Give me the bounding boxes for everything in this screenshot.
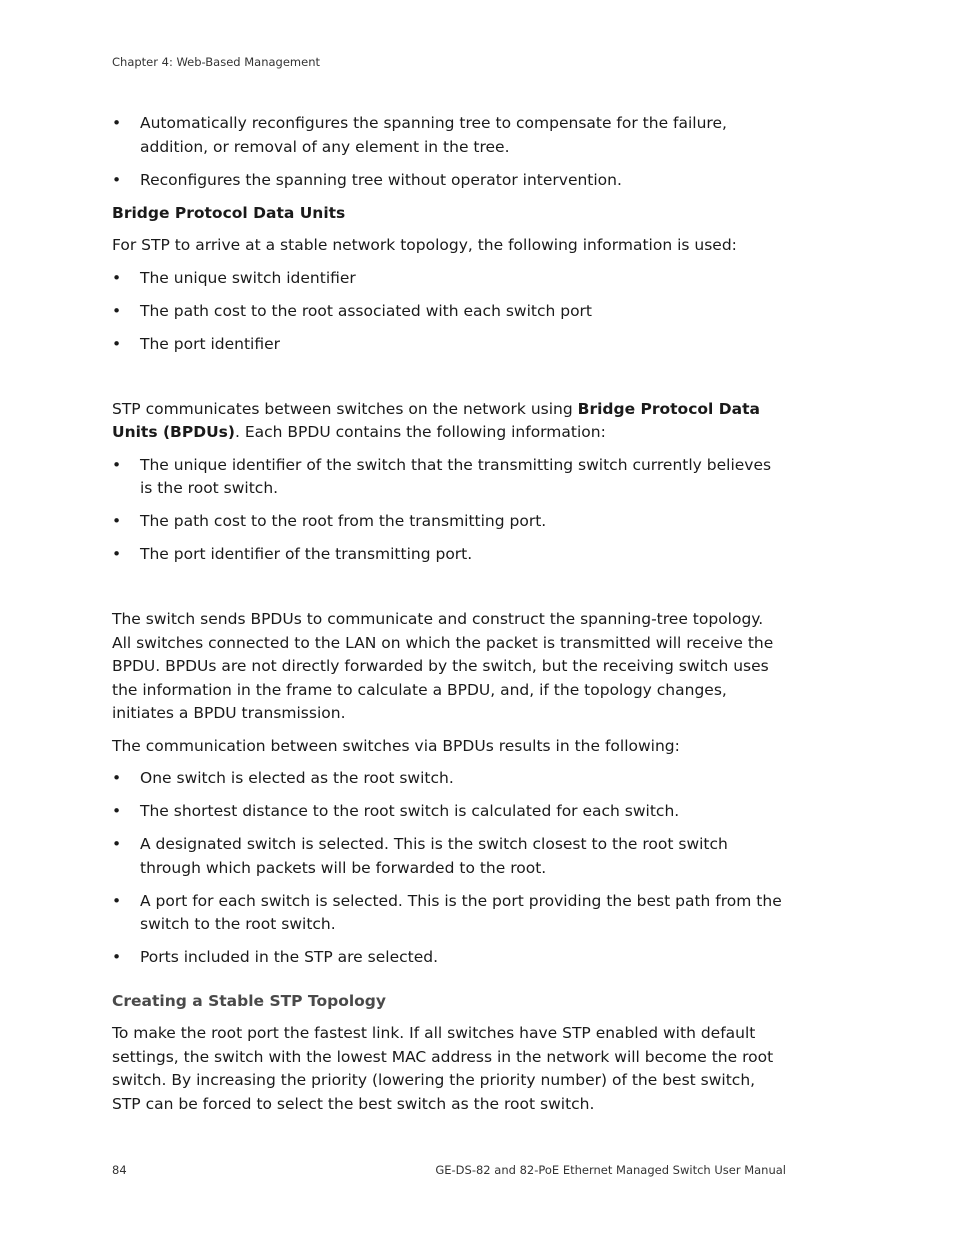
bpdu-bullet-list bbox=[112, 454, 787, 567]
list-item: • The unique identifier of the switch that the transmitting switch currently believes is the root switch. bbox=[112, 454, 787, 501]
list-item: • The port identifier of the transmitting port. bbox=[112, 543, 787, 567]
list-item: • The unique switch identifier bbox=[112, 267, 787, 291]
list-item: • The port identifier bbox=[112, 333, 787, 357]
info-bullet-list bbox=[112, 267, 787, 357]
paragraph-bpdu-intro: For STP to arrive at a stable network topology, the following information is used: bbox=[112, 236, 737, 254]
list-item: • Automatically reconfigures the spanning tree to compensate for the failure, addition, or removal of any element in the tree. bbox=[112, 112, 787, 159]
section-heading-bpdu: Bridge Protocol Data Units bbox=[112, 203, 346, 222]
list-item: • Reconfigures the spanning tree without operator intervention. bbox=[112, 169, 787, 193]
section-heading-stable-topology: Creating a Stable STP Topology bbox=[112, 991, 387, 1010]
intro-bullet-list bbox=[112, 112, 787, 192]
list-item: • A port for each switch is selected. This is the port providing the best path from the switch to the root switch. bbox=[112, 890, 787, 937]
text-span: . Each BPDU contains the following information: bbox=[235, 423, 606, 441]
bold-term-bpdus: Bridge Protocol Data Units (BPDUs) bbox=[112, 399, 760, 441]
list-item: • One switch is elected as the root switch. bbox=[112, 767, 787, 791]
paragraph-switch-sends: The switch sends BPDUs to communicate and construct the spanning-tree topology. All switches connected to the LAN on which the packet is transmitted will receive the BPDU. BPDUs are not directly forwarded by the switch, but the receiving switch uses the information in the frame to calculate a BPDU, and, if the topology changes, initiates a BPDU transmission. bbox=[112, 610, 774, 722]
running-header: Chapter 4: Web-Based Management bbox=[112, 55, 321, 69]
page-content bbox=[112, 112, 787, 1125]
list-item: • The path cost to the root from the transmitting port. bbox=[112, 510, 787, 534]
results-bullet-list bbox=[112, 767, 787, 970]
text-span: STP communicates between switches on the network using bbox=[112, 399, 578, 418]
list-item: • A designated switch is selected. This is the switch closest to the root switch through which packets will be forwarded to the root. bbox=[112, 833, 787, 880]
page-number: 84 bbox=[112, 1163, 127, 1177]
paragraph-stable-topology: To make the root port the fastest link. If all switches have STP enabled with default settings, the switch with the lowest MAC address in the network will become the root switch. By increasing the priority (lowering the priority number) of the best switch, STP can be forced to select the best switch as the root switch. bbox=[112, 1024, 774, 1113]
list-item: • Ports included in the STP are selected. bbox=[112, 946, 787, 970]
paragraph-stp-communicates bbox=[112, 398, 787, 445]
list-item: • The shortest distance to the root switch is calculated for each switch. bbox=[112, 800, 787, 824]
list-item: • The path cost to the root associated with each switch port bbox=[112, 300, 787, 324]
manual-title: GE-DS-82 and 82-PoE Ethernet Managed Switch User Manual bbox=[435, 1163, 786, 1177]
paragraph-results-intro: The communication between switches via BPDUs results in the following: bbox=[112, 736, 680, 755]
